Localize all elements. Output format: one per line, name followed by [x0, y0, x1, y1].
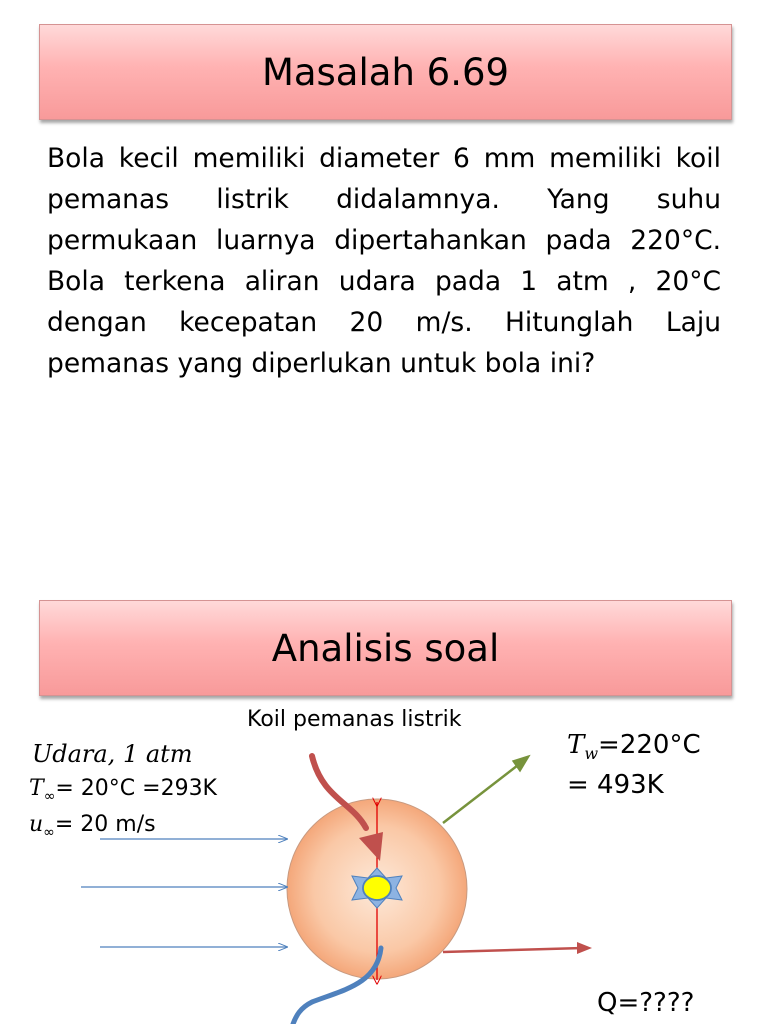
air-label: Udara, 1 atm — [32, 740, 193, 768]
surface-temperature — [567, 730, 701, 763]
coil-label: Koil pemanas listrik — [247, 707, 462, 732]
analysis-diagram — [0, 512, 768, 1024]
heat-out-arrowhead — [577, 942, 592, 954]
t-inf-subscript: ∞ — [43, 788, 56, 805]
surface-temp-arrowhead — [513, 756, 529, 771]
tw-value-kelvin: = 493K — [567, 770, 664, 800]
u-inf-subscript: ∞ — [43, 824, 55, 841]
slide-1-title: Masalah 6.69 — [261, 50, 510, 94]
freestream-temperature — [29, 776, 217, 804]
tw-symbol: T — [567, 730, 585, 760]
u-inf-symbol: u — [29, 812, 44, 837]
t-inf-symbol: T — [29, 776, 44, 801]
slide-2 — [0, 512, 768, 1024]
slide-2-title: Analisis soal — [271, 626, 500, 670]
freestream-velocity — [29, 812, 156, 840]
tw-value-celsius: =220°C — [598, 730, 701, 760]
u-inf-value: = 20 m/s — [54, 812, 156, 837]
surface-temp-arrow — [443, 762, 522, 823]
t-inf-value: = 20°C =293K — [55, 776, 217, 801]
tw-subscript: w — [584, 744, 599, 764]
heat-rate-label: Q=???? — [597, 988, 695, 1018]
problem-statement: Bola kecil memiliki diameter 6 mm memiliki koil pemanas listrik didalamnya. Yang suhu permukaan luarnya dipertahankan pada 220°C. Bola terkena aliran udara pada 1 atm , 20°C dengan kecepatan 20 m/s. Hitunglah Laju pemanas yang diperlukan untuk bola ini? — [47, 143, 721, 379]
heat-out-arrow — [443, 948, 583, 952]
slide-1-title-box — [39, 24, 732, 120]
